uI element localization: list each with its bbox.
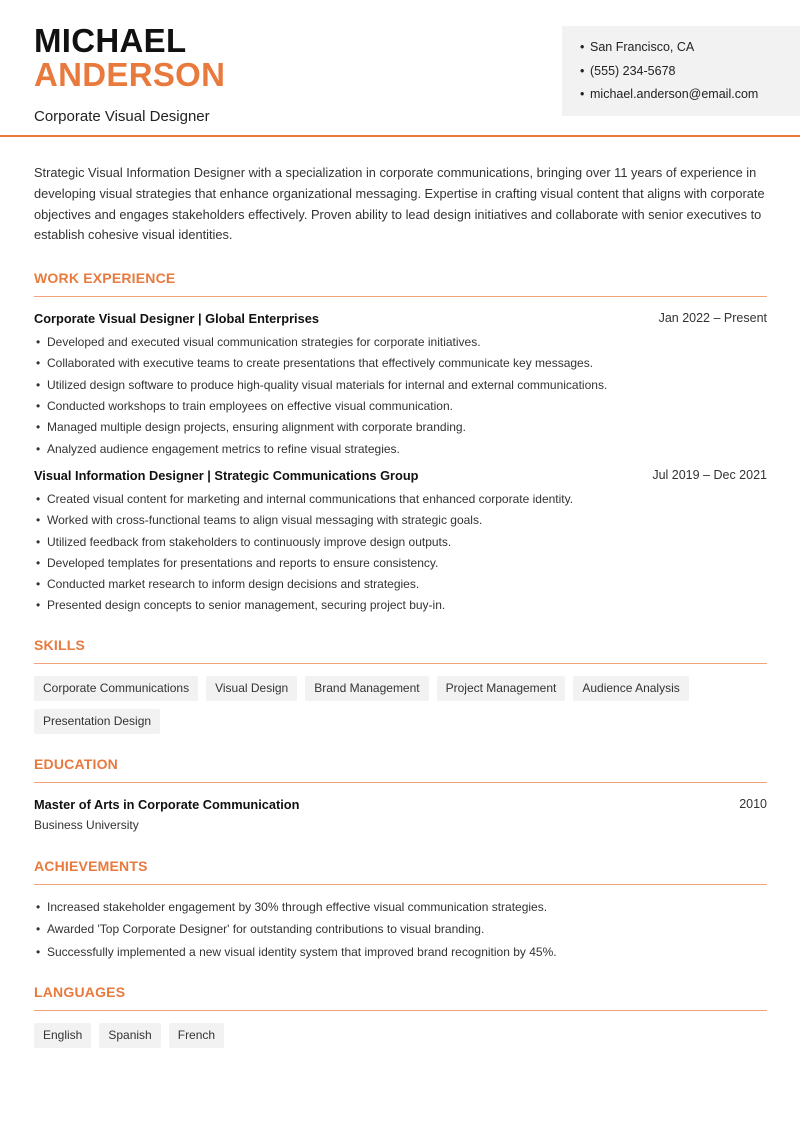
- languages-list: [34, 1023, 767, 1056]
- language-chip: English: [34, 1023, 91, 1048]
- skills-heading: SKILLS: [34, 637, 767, 664]
- job-dates: Jan 2022 – Present: [658, 311, 767, 326]
- job-role: Visual Information Designer | Strategic Communications Group: [34, 467, 419, 483]
- bullet-icon: [36, 597, 47, 618]
- list-item: [34, 944, 767, 967]
- job-role: Corporate Visual Designer | Global Enterprises: [34, 311, 319, 327]
- list-item: [34, 555, 767, 576]
- list-item: [34, 491, 767, 512]
- bullet-text: Collaborated with executive teams to create presentations that effectively communicate key messages.: [47, 356, 594, 371]
- degree: Master of Arts in Corporate Communication: [34, 796, 300, 812]
- bullet-icon: [36, 512, 47, 533]
- bullet-text: Utilized feedback from stakeholders to continuously improve design outputs.: [47, 534, 452, 549]
- skill-chip: Audience Analysis: [573, 676, 688, 701]
- list-item: [34, 534, 767, 555]
- list-item: [34, 334, 767, 355]
- first-name: MICHAEL: [34, 22, 187, 59]
- skill-chip: Corporate Communications: [34, 676, 198, 701]
- bullet-icon: [36, 441, 47, 462]
- achievement-text: Successfully implemented a new visual identity system that improved brand recognition by 45%.: [47, 944, 557, 959]
- bullet-icon: [36, 398, 47, 419]
- list-item: [34, 597, 767, 618]
- bullet-icon: [36, 576, 47, 597]
- job-dates: Jul 2019 – Dec 2021: [652, 467, 767, 482]
- list-item: [34, 355, 767, 376]
- graduation-year: 2010: [739, 796, 767, 811]
- bullet-text: Conducted market research to inform design decisions and strategies.: [47, 577, 420, 592]
- contact-phone: [580, 62, 800, 86]
- bullet-icon: [36, 534, 47, 555]
- last-name: ANDERSON: [34, 56, 226, 93]
- bullet-icon: [36, 334, 47, 355]
- list-item: [34, 377, 767, 398]
- job-bullets: [34, 491, 767, 619]
- language-chip: Spanish: [99, 1023, 160, 1048]
- bullet-text: Worked with cross-functional teams to align visual messaging with strategic goals.: [47, 513, 483, 528]
- school-name: Business University: [34, 817, 139, 832]
- bullet-icon: [36, 899, 47, 922]
- bullet-icon: [580, 62, 590, 80]
- bullet-text: Conducted workshops to train employees on effective visual communication.: [47, 399, 453, 414]
- list-item: [34, 921, 767, 944]
- work-experience-heading: WORK EXPERIENCE: [34, 270, 767, 297]
- skill-chip: Presentation Design: [34, 709, 160, 734]
- skills-list: [34, 676, 767, 742]
- email-text: michael.anderson@email.com: [590, 87, 759, 101]
- summary-paragraph: Strategic Visual Information Designer with a specialization in corporate communications, bringing over 11 years of experience in developing visual strategies that enhance organizational messaging. Expertise in crafting visual content that aligns with corporate objectives and engages stakeholders effectively. Proven ability to lead design initiatives and collaborate with senior executives to establish cohesive visual identities.: [34, 165, 765, 243]
- job-header: [34, 311, 767, 326]
- name-block: [34, 24, 225, 125]
- education-entry: [34, 797, 767, 832]
- bullet-text: Managed multiple design projects, ensuring alignment with corporate branding.: [47, 420, 466, 435]
- bullet-text: Analyzed audience engagement metrics to refine visual strategies.: [47, 441, 400, 456]
- resume-content: [34, 163, 767, 1056]
- education-header: [34, 797, 767, 812]
- skill-chip: Brand Management: [305, 676, 428, 701]
- contact-location: [580, 38, 800, 62]
- list-item: [34, 512, 767, 533]
- list-item: [34, 398, 767, 419]
- bullet-icon: [580, 85, 590, 103]
- contact-email: [580, 85, 800, 109]
- job-header: [34, 468, 767, 483]
- achievements-list: [34, 899, 767, 967]
- phone-text: (555) 234-5678: [590, 63, 676, 78]
- list-item: [34, 899, 767, 922]
- skill-chip: Project Management: [437, 676, 566, 701]
- bullet-text: Developed and executed visual communication strategies for corporate initiatives.: [47, 335, 481, 350]
- location-text: San Francisco, CA: [590, 40, 695, 54]
- achievement-text: Awarded 'Top Corporate Designer' for outstanding contributions to visual branding.: [47, 922, 485, 937]
- resume-header: [0, 0, 800, 137]
- list-item: [34, 576, 767, 597]
- language-chip: French: [169, 1023, 224, 1048]
- list-item: [34, 419, 767, 440]
- job-entry: [34, 468, 767, 619]
- bullet-text: Presented design concepts to senior management, securing project buy-in.: [47, 598, 446, 613]
- achievements-heading: ACHIEVEMENTS: [34, 858, 767, 885]
- education-heading: EDUCATION: [34, 756, 767, 783]
- achievement-text: Increased stakeholder engagement by 30% through effective visual communication strategies.: [47, 899, 548, 914]
- bullet-icon: [36, 944, 47, 967]
- job-entry: [34, 311, 767, 462]
- bullet-text: Developed templates for presentations and reports to ensure consistency.: [47, 555, 439, 570]
- bullet-icon: [580, 38, 590, 56]
- bullet-icon: [36, 491, 47, 512]
- bullet-icon: [36, 355, 47, 376]
- languages-heading: LANGUAGES: [34, 984, 767, 1011]
- bullet-text: Utilized design software to produce high-quality visual materials for internal and external communications.: [47, 377, 608, 392]
- bullet-icon: [36, 921, 47, 944]
- contact-box: [562, 26, 800, 116]
- job-bullets: [34, 334, 767, 462]
- bullet-text: Created visual content for marketing and internal communications that enhanced corporate identity.: [47, 491, 574, 506]
- job-title: Corporate Visual Designer: [34, 108, 210, 125]
- skill-chip: Visual Design: [206, 676, 297, 701]
- bullet-icon: [36, 377, 47, 398]
- bullet-icon: [36, 419, 47, 440]
- list-item: [34, 441, 767, 462]
- bullet-icon: [36, 555, 47, 576]
